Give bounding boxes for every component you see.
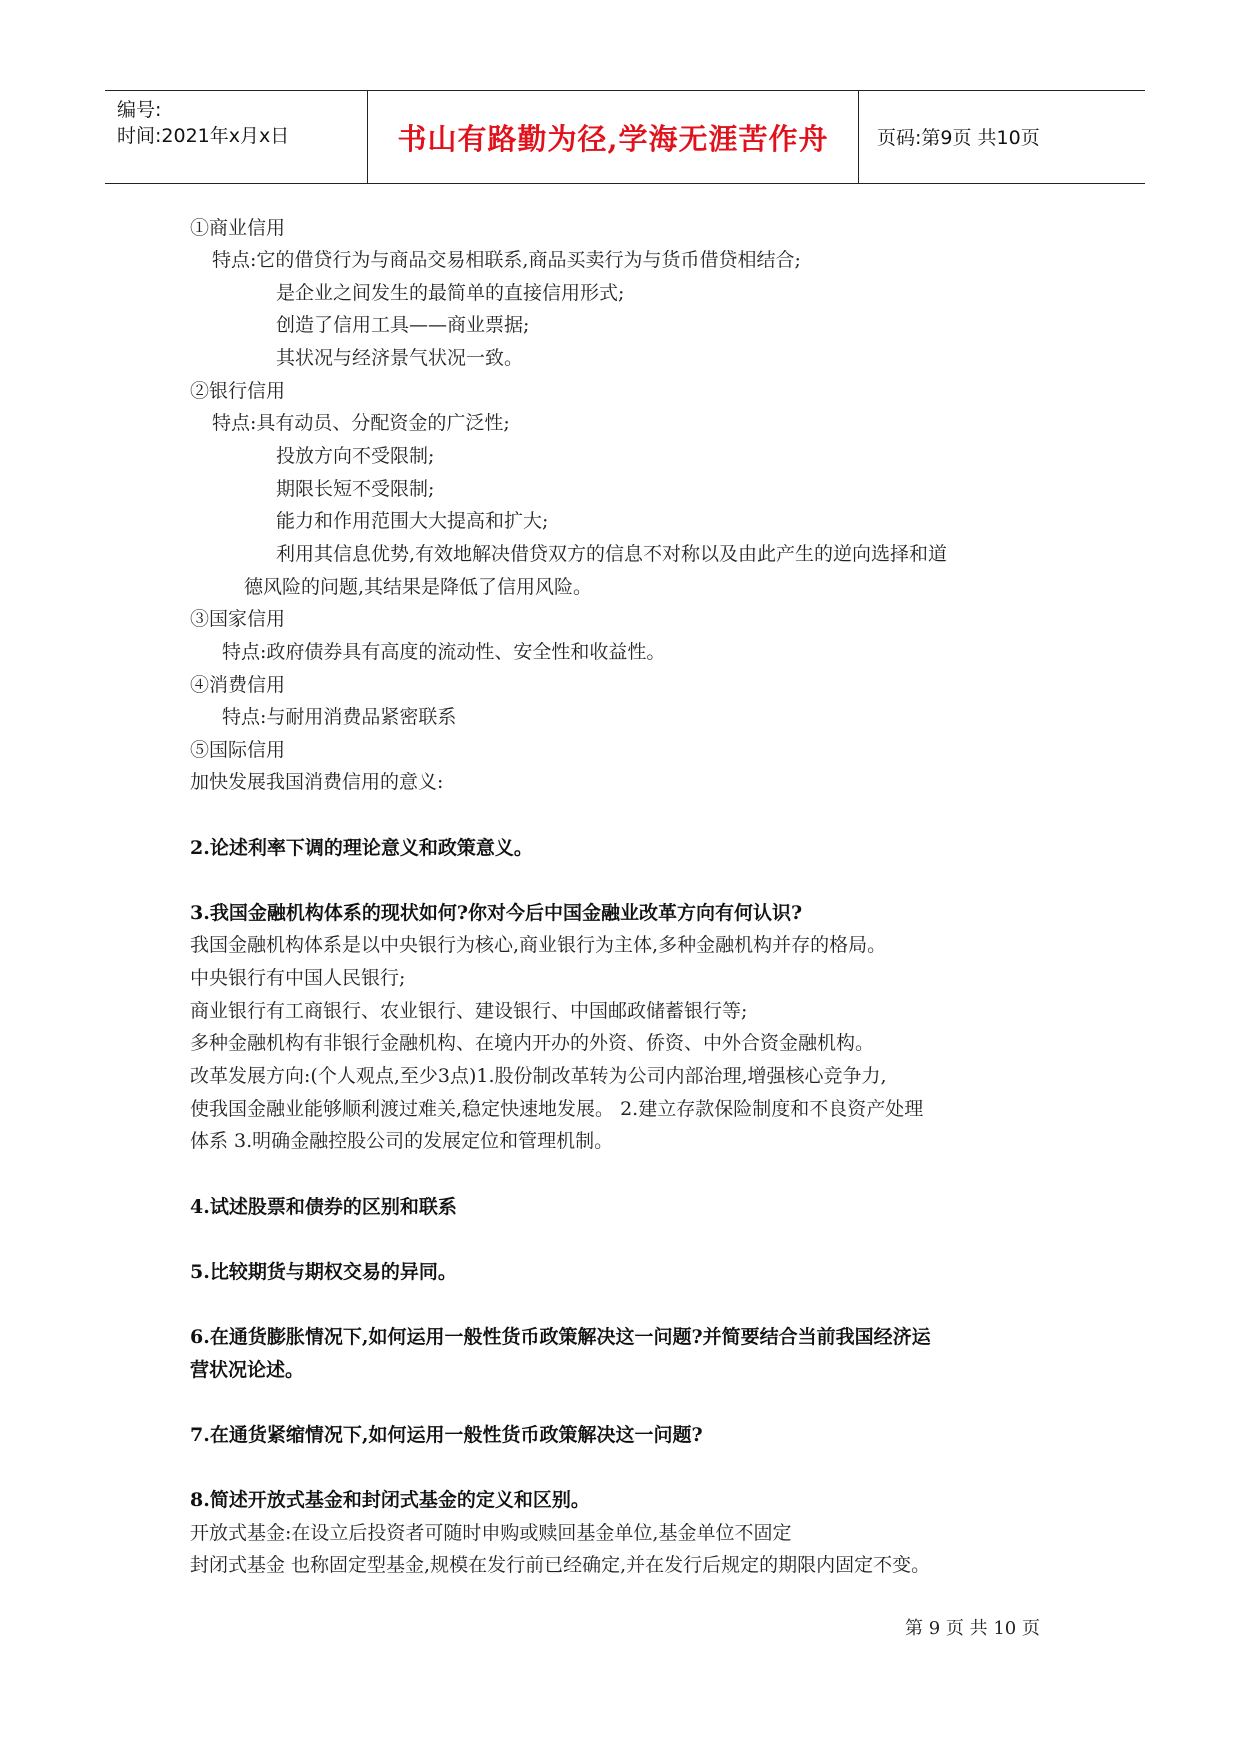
body-line: 特点:与耐用消费品紧密联系 xyxy=(222,706,457,728)
question-heading: 3.我国金融机构体系的现状如何?你对今后中国金融业改革方向有何认识? xyxy=(190,902,803,924)
header-meta-cell xyxy=(105,91,368,183)
body-line: 我国金融机构体系是以中央银行为核心,商业银行为主体,多种金融机构并存的格局。 xyxy=(190,934,887,956)
body-line: 能力和作用范围大大提高和扩大; xyxy=(276,510,549,532)
body-line: 利用其信息优势,有效地解决借贷双方的信息不对称以及由此产生的逆向选择和道 xyxy=(276,543,948,565)
body-line: 特点:它的借贷行为与商品交易相联系,商品买卖行为与货币借贷相结合; xyxy=(212,249,801,271)
body-line: 使我国金融业能够顺利渡过难关,稳定快速地发展。 2.建立存款保险制度和不良资产处理 xyxy=(190,1098,924,1120)
page-footer: 第 9 页 共 10 页 xyxy=(905,1618,1040,1639)
page-header xyxy=(105,90,1145,184)
question-heading: 8.简述开放式基金和封闭式基金的定义和区别。 xyxy=(190,1489,590,1511)
header-motto-cell xyxy=(368,91,859,183)
body-line: 体系 3.明确金融控股公司的发展定位和管理机制。 xyxy=(190,1130,614,1152)
body-line: 其状况与经济景气状况一致。 xyxy=(276,347,524,369)
question-heading: 5.比较期货与期权交易的异同。 xyxy=(190,1261,457,1283)
body-line: 开放式基金:在设立后投资者可随时申购或赎回基金单位,基金单位不固定 xyxy=(190,1522,792,1544)
question-heading: 4.试述股票和债券的区别和联系 xyxy=(190,1196,457,1218)
section-heading: ⑤国际信用 xyxy=(190,739,286,761)
question-heading: 2.论述利率下调的理论意义和政策意义。 xyxy=(190,837,533,859)
body-line: 商业银行有工商银行、农业银行、建设银行、中国邮政储蓄银行等; xyxy=(190,1000,748,1022)
body-line: 投放方向不受限制; xyxy=(276,445,435,467)
body-line: 特点:政府债券具有高度的流动性、安全性和收益性。 xyxy=(222,641,666,663)
question-heading: 7.在通货紧缩情况下,如何运用一般性货币政策解决这一问题? xyxy=(190,1424,703,1446)
body-line: 加快发展我国消费信用的意义: xyxy=(190,771,444,793)
body-line: 多种金融机构有非银行金融机构、在境内开办的外资、侨资、中外合资金融机构。 xyxy=(190,1032,875,1054)
section-heading: ③国家信用 xyxy=(190,608,286,630)
question-heading: 6.在通货膨胀情况下,如何运用一般性货币政策解决这一问题?并简要结合当前我国经济运 xyxy=(190,1326,931,1348)
body-line: 创造了信用工具——商业票据; xyxy=(276,314,530,336)
body-line: 是企业之间发生的最简单的直接信用形式; xyxy=(276,282,625,304)
header-page-info: 页码:第9页 共10页 xyxy=(877,127,1040,149)
body-line: 封闭式基金 也称固定型基金,规模在发行前已经确定,并在发行后规定的期限内固定不变。 xyxy=(190,1554,931,1576)
body-line: 特点:具有动员、分配资金的广泛性; xyxy=(212,412,510,434)
motto-text: 书山有路勤为径,学海无涯苦作舟 xyxy=(397,122,829,156)
body-line: 改革发展方向:(个人观点,至少3点)1.股份制改革转为公司内部治理,增强核心竞争力, xyxy=(190,1065,887,1087)
body-line: 德风险的问题,其结果是降低了信用风险。 xyxy=(244,576,593,598)
body-line: 中央银行有中国人民银行; xyxy=(190,967,406,989)
section-heading: ④消费信用 xyxy=(190,674,286,696)
section-heading: ②银行信用 xyxy=(190,380,286,402)
body-line: 期限长短不受限制; xyxy=(276,478,435,500)
header-page-cell xyxy=(859,91,1145,183)
document-number-label: 编号: xyxy=(117,99,162,121)
section-heading: ①商业信用 xyxy=(190,217,286,239)
question-heading: 营状况论述。 xyxy=(190,1359,305,1381)
document-time-label: 时间:2021年x月x日 xyxy=(117,125,290,147)
